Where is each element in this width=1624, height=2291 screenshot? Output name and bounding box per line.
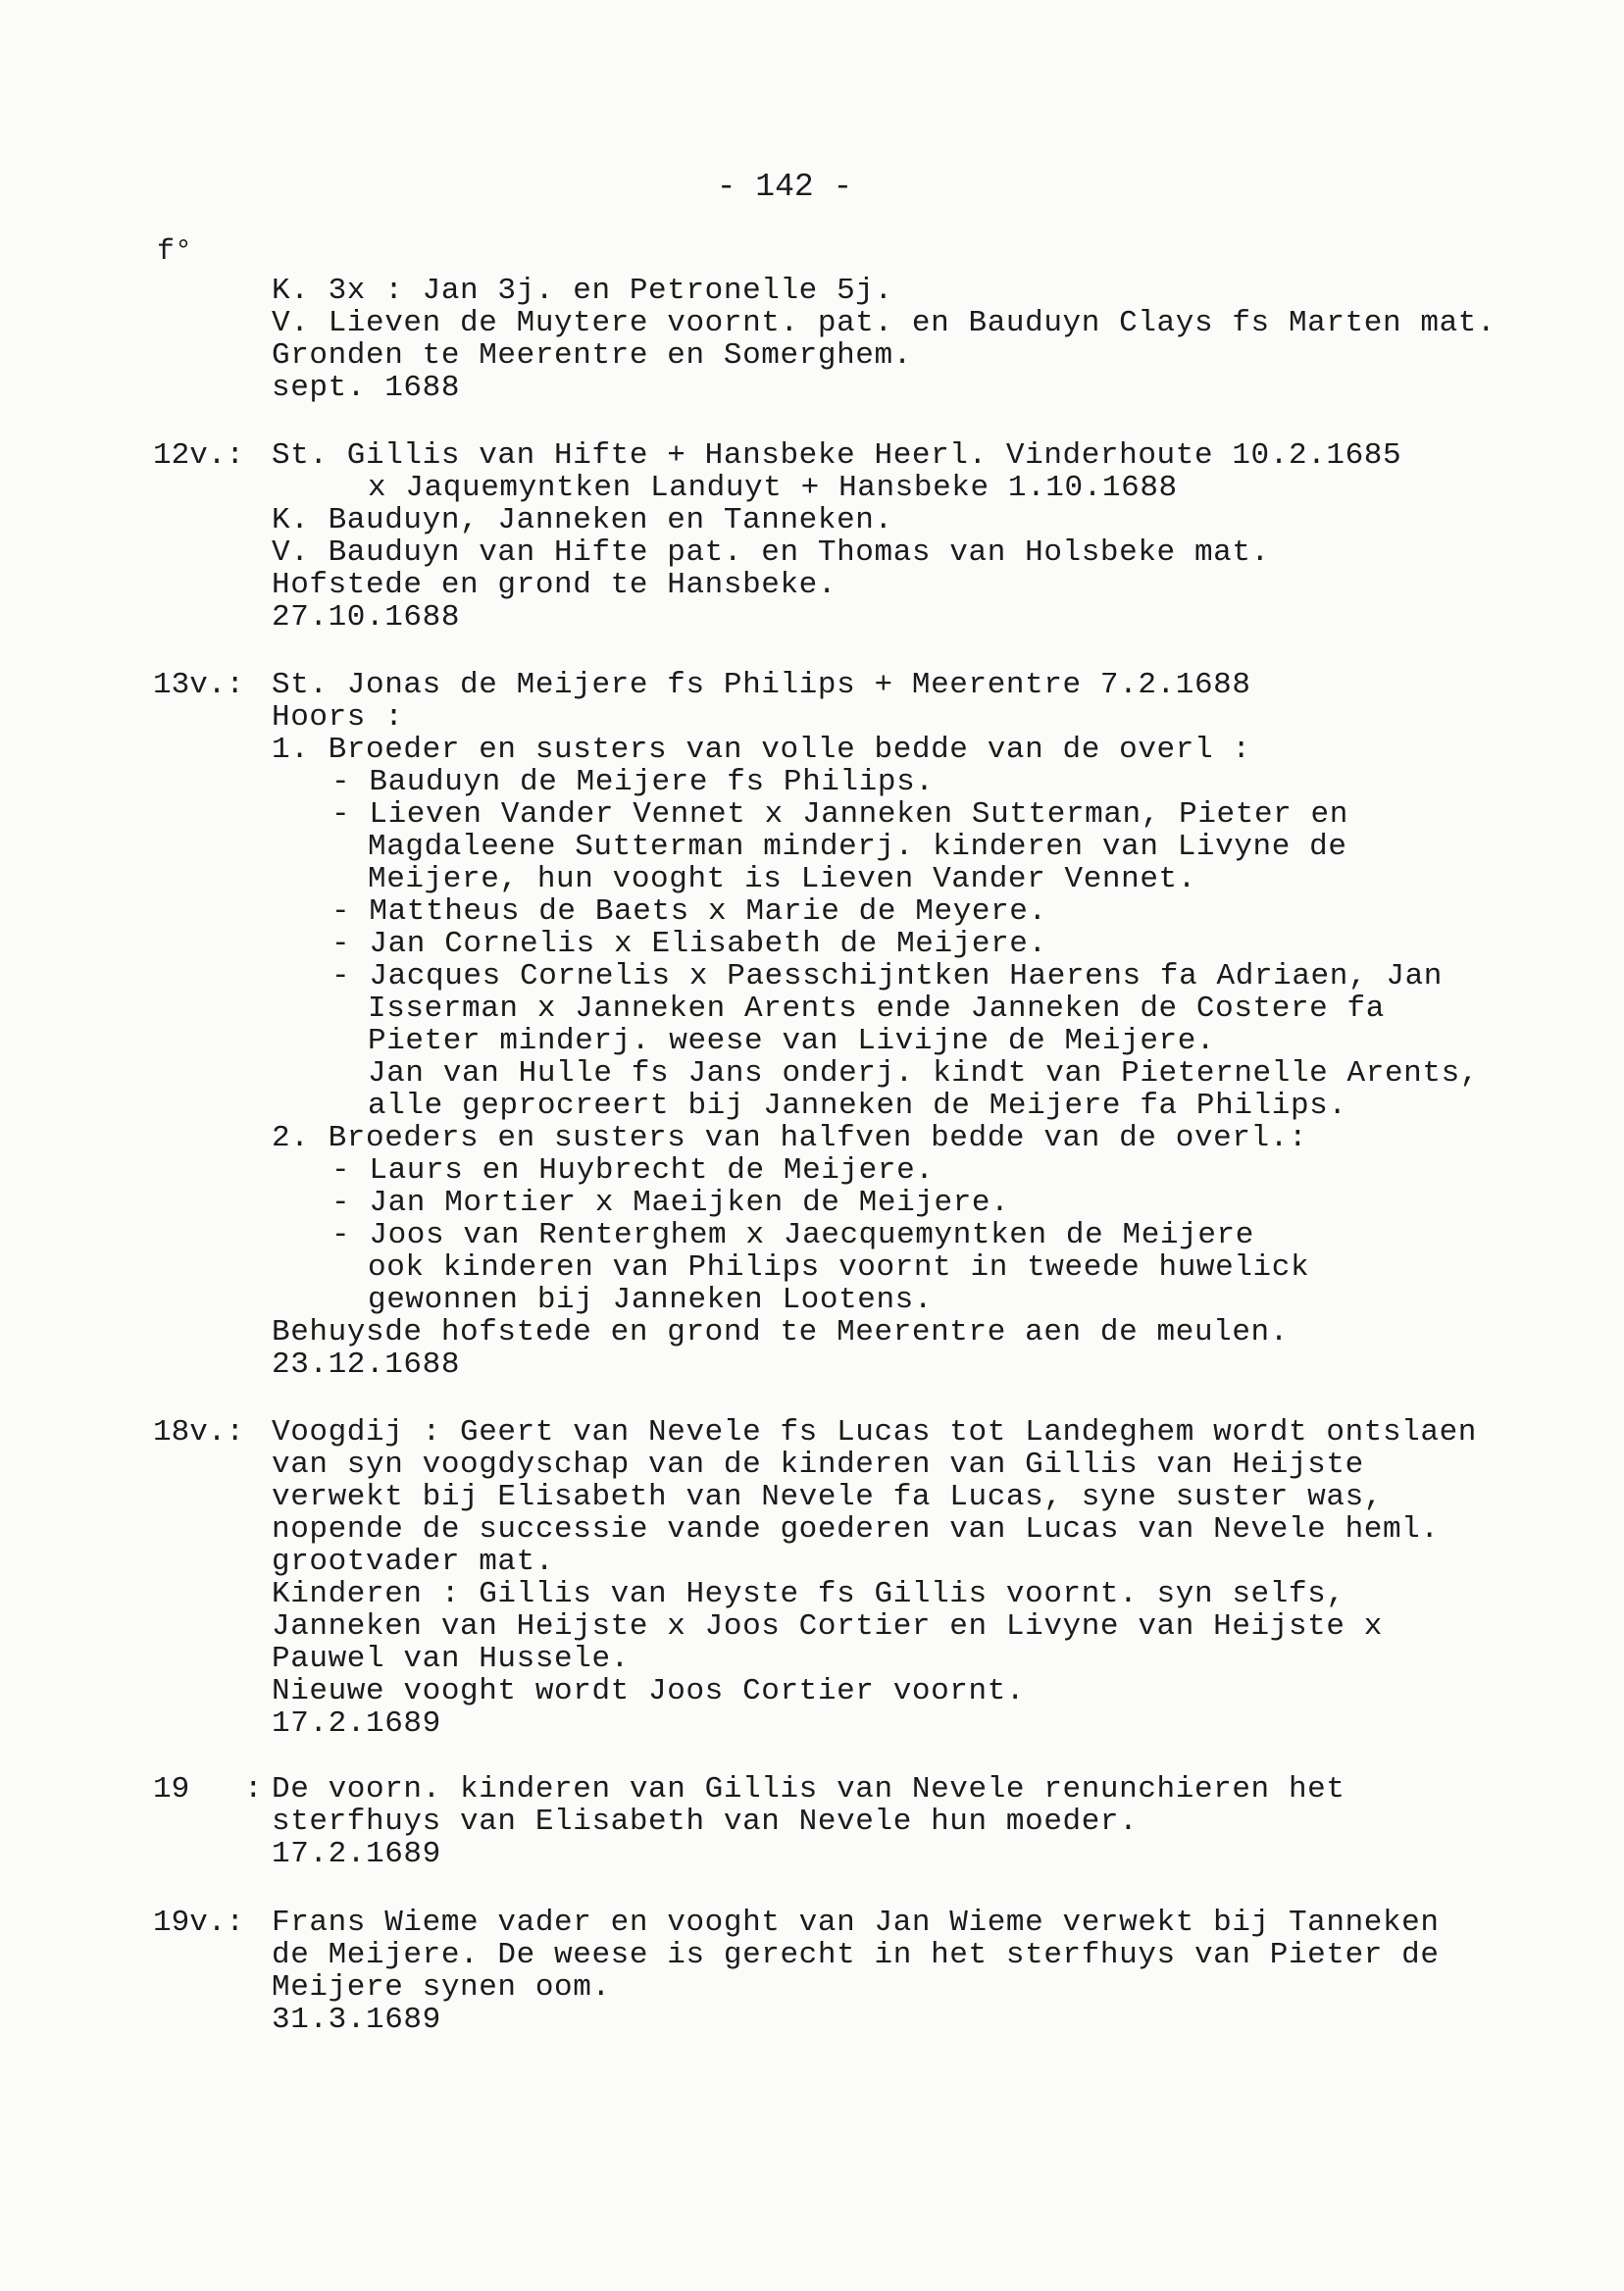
entry-line: K. 3x : Jan 3j. en Petronelle 5j. (272, 274, 893, 308)
folio-marker: f° (157, 235, 193, 269)
entry-line: Jan van Hulle fs Jans onderj. kindt van Pieternelle Arents, (368, 1056, 1479, 1091)
entry-line: - Joos van Renterghem x Jaecquemyntken de Meijere (331, 1218, 1254, 1252)
entry-line: verwekt bij Elisabeth van Nevele fa Lucas, syne suster was, (272, 1480, 1383, 1514)
entry-line: - Laurs en Huybrecht de Meijere. (331, 1153, 935, 1188)
entry-line: Behuysde hofstede en grond te Meerentre aen de meulen. (272, 1315, 1289, 1349)
entry-line: De voorn. kinderen van Gillis van Nevele renunchieren het (272, 1772, 1345, 1807)
entry-line: ook kinderen van Philips voornt in tweede huwelick (368, 1250, 1310, 1285)
entry-line: - Jan Mortier x Maeijken de Meijere. (331, 1186, 1010, 1220)
entry-line: Meijere, hun vooght is Lieven Vander Vennet. (368, 862, 1196, 896)
entry-line: de Meijere. De weese is gerecht in het sterfhuys van Pieter de (272, 1938, 1440, 1972)
entry-line: x Jaquemyntken Landuyt + Hansbeke 1.10.1688 (368, 471, 1178, 505)
entry-folio-label: 12v.: (153, 438, 245, 473)
entry-line: sterfhuys van Elisabeth van Nevele hun moeder. (272, 1805, 1139, 1839)
entry-line: Hofstede en grond te Hansbeke. (272, 568, 837, 602)
entry-line: 17.2.1689 (272, 1837, 441, 1871)
entry-line: grootvader mat. (272, 1545, 555, 1579)
entry-line: Kinderen : Gillis van Heyste fs Gillis voornt. syn selfs, (272, 1577, 1345, 1611)
entry-line: 17.2.1689 (272, 1706, 441, 1741)
entry-line: Voogdij : Geert van Nevele fs Lucas tot Landeghem wordt ontslaen (272, 1415, 1477, 1450)
entry-line: Hoors : (272, 700, 404, 735)
entry-folio-label: 18v.: (153, 1415, 245, 1450)
entry-line: gewonnen bij Janneken Lootens. (368, 1283, 934, 1317)
entry-line: 31.3.1689 (272, 2003, 441, 2037)
entry-line: Pauwel van Hussele. (272, 1642, 630, 1676)
entry-line: - Bauduyn de Meijere fs Philips. (331, 765, 935, 799)
entry-line: - Mattheus de Baets x Marie de Meyere. (331, 894, 1047, 929)
entry-line: alle geprocreert bij Janneken de Meijere fa Philips. (368, 1089, 1347, 1123)
entry-line: sept. 1688 (272, 371, 461, 405)
entry-line: 1. Broeder en susters van volle bedde van de overl : (272, 733, 1251, 767)
entry-line: Meijere synen oom. (272, 1970, 611, 2005)
page-number: - 142 - (716, 169, 853, 205)
entry-folio-label: 19v.: (153, 1906, 245, 1940)
entry-line: Magdaleene Sutterman minderj. kinderen van Livyne de (368, 830, 1347, 864)
entry-line: Janneken van Heijste x Joos Cortier en Livyne van Heijste x (272, 1609, 1383, 1644)
entry-line: Nieuwe vooght wordt Joos Cortier voornt. (272, 1674, 1026, 1708)
entry-line: van syn voogdyschap van de kinderen van Gillis van Heijste (272, 1448, 1364, 1482)
entry-line: Isserman x Janneken Arents ende Janneken de Costere fa (368, 992, 1385, 1026)
entry-line: Pieter minderj. weese van Livijne de Meijere. (368, 1024, 1216, 1058)
entry-folio-label: 19 : (153, 1772, 263, 1807)
entry-line: V. Bauduyn van Hifte pat. en Thomas van Holsbeke mat. (272, 535, 1270, 570)
entry-line: 27.10.1688 (272, 600, 461, 635)
entry-line: - Lieven Vander Vennet x Janneken Sutterman, Pieter en (331, 797, 1348, 832)
entry-line: 23.12.1688 (272, 1348, 461, 1382)
entry-line: V. Lieven de Muytere voornt. pat. en Bauduyn Clays fs Marten mat. (272, 306, 1497, 340)
entry-line: - Jan Cornelis x Elisabeth de Meijere. (331, 927, 1047, 961)
entry-line: St. Gillis van Hifte + Hansbeke Heerl. Vinderhoute 10.2.1685 (272, 438, 1402, 473)
entry-line: Gronden te Meerentre en Somerghem. (272, 338, 912, 373)
entry-line: nopende de successie vande goederen van Lucas van Nevele heml. (272, 1512, 1440, 1547)
entry-line: - Jacques Cornelis x Paesschijntken Haerens fa Adriaen, Jan (331, 959, 1443, 993)
entry-line: St. Jonas de Meijere fs Philips + Meerentre 7.2.1688 (272, 668, 1251, 702)
entry-line: K. Bauduyn, Janneken en Tanneken. (272, 503, 893, 537)
entry-folio-label: 13v.: (153, 668, 245, 702)
entry-line: Frans Wieme vader en vooght van Jan Wieme verwekt bij Tanneken (272, 1906, 1440, 1940)
entry-line: 2. Broeders en susters van halfven bedde van de overl.: (272, 1121, 1308, 1155)
